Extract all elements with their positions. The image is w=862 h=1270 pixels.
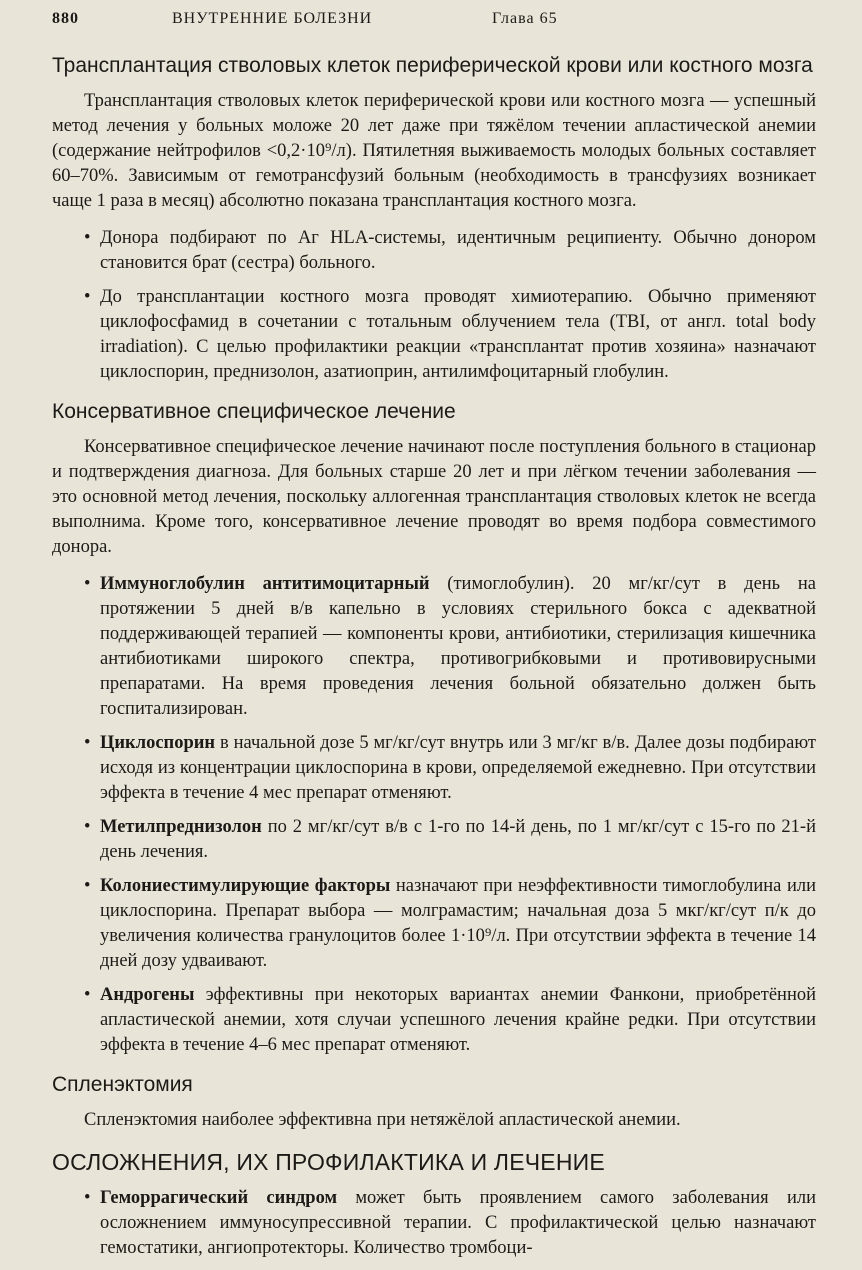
list-item: • Циклоспорин в начальной дозе 5 мг/кг/сут внутрь или 3 мг/кг в/в. Далее дозы подбирают исходя из концентрации циклоспорина в крови, определяемой ежедневно. При отсутствии эффекта в течение 4 мес препарат отменяют. — [84, 733, 816, 803]
bullet-icon: • — [84, 876, 91, 896]
drug-term: Колониестимулирующие факторы — [100, 876, 391, 896]
list-item: • Иммуноглобулин антитимоцитарный (тимоглобулин). 20 мг/кг/сут в день на протяжении 5 дней в/в капельно в условиях стерильного бокса с адекватной поддерживающей терапией — компоненты крови, антибиотики, стерилизация кишечника антибиотиками широкого спектра, противогрибковыми и противовирусными препаратами. На время проведения лечения больной обязательно должен быть госпитализирован. — [84, 574, 816, 719]
list-item: • Донора подбирают по Аг HLA-системы, идентичным реципиенту. Обычно донором становится брат (сестра) больного. — [84, 228, 816, 273]
list-item: • До трансплантации костного мозга проводят химиотерапию. Обычно применяют циклофосфамид в сочетании с тотальным облучением тела (TBI, от англ. total body irradiation). С целью профилактики реакции «трансплантат против хозяина» назначают циклоспорин, преднизолон, азатиоприн, антилимфоцитарный глобулин. — [84, 287, 816, 382]
bullet-icon: • — [84, 817, 91, 837]
book-title: ВНУТРЕННИЕ БОЛЕЗНИ — [172, 10, 373, 27]
drug-term: Геморрагический синдром — [100, 1188, 338, 1208]
drug-term: Андрогены — [100, 985, 195, 1005]
bullet-icon: • — [84, 574, 91, 594]
list-item: • Колониестимулирующие факторы назначают при неэффективности тимоглобулина или циклоспорина. Препарат выбора — молграмастим; начальная доза 5 мкг/кг/сут п/к до увеличения количества гранулоцитов более 1·10⁹/л. При отсутствии эффекта в течение 14 дней дозу удваивают. — [84, 876, 816, 971]
paragraph-transplantation: Трансплантация стволовых клеток периферической крови или костного мозга — успешный метод лечения у больных моложе 20 лет даже при тяжёлом течении апластической анемии (содержание нейтрофилов <0,2·10⁹/л). Пятилетняя выживаемость молодых больных составляет 60–70%. Зависимым от гемотрансфузий больным (необходимость в трансфузиях возникает чаще 1 раза в месяц) абсолютно показана трансплантация костного мозга. — [52, 91, 816, 211]
page-body — [52, 52, 816, 1270]
bullet-list-conservative — [52, 572, 816, 1058]
section-heading-splenectomy: Спленэктомия — [52, 1073, 193, 1096]
drug-term: Метилпреднизолон — [100, 817, 262, 837]
list-item: • Андрогены эффективны при некоторых вариантах анемии Фанкони, приобретённой апластической анемии, хотя случаи успешного лечения крайне редки. При отсутствии эффекта в течение 4–6 мес препарат отменяют. — [84, 985, 816, 1055]
bullet-icon: • — [84, 1188, 91, 1208]
section-heading-transplantation: Трансплантация стволовых клеток периферической крови или костного мозга — [52, 54, 813, 77]
bullet-icon: • — [84, 228, 91, 248]
section-heading-conservative: Консервативное специфическое лечение — [52, 400, 456, 423]
drug-term: Иммуноглобулин антитимоцитарный — [100, 574, 430, 594]
bullet-icon: • — [84, 985, 91, 1005]
list-item: • Метилпреднизолон по 2 мг/кг/сут в/в с 1-го по 14-й день, по 1 мг/кг/сут с 15-го по 21-й день лечения. — [84, 817, 816, 862]
bullet-list-transplantation — [52, 226, 816, 385]
page-number: 880 — [52, 10, 79, 27]
chapter-label: Глава 65 — [492, 10, 558, 27]
drug-term: Циклоспорин — [100, 733, 216, 753]
paragraph-splenectomy: Спленэктомия наиболее эффективна при нетяжёлой апластической анемии. — [84, 1110, 681, 1130]
bullet-icon: • — [84, 287, 91, 307]
list-item: • Геморрагический синдром может быть проявлением самого заболевания или осложнением иммуносупрессивной терапии. С профилактической целью назначают гемостатики, ангиопротекторы. Количество тромбоци- — [84, 1188, 816, 1258]
paragraph-conservative: Консервативное специфическое лечение начинают после поступления больного в стационар и подтверждения диагноза. Для больных старше 20 лет и при лёгком течении заболевания — это основной метод лечения, поскольку аллогенная трансплантация стволовых клеток не всегда выполнима. Кроме того, консервативное лечение проводят во время подбора совместимого донора. — [52, 437, 816, 557]
section-heading-complications: ОСЛОЖНЕНИЯ, ИХ ПРОФИЛАКТИКА И ЛЕЧЕНИЕ — [52, 1149, 605, 1175]
bullet-icon: • — [84, 733, 91, 753]
